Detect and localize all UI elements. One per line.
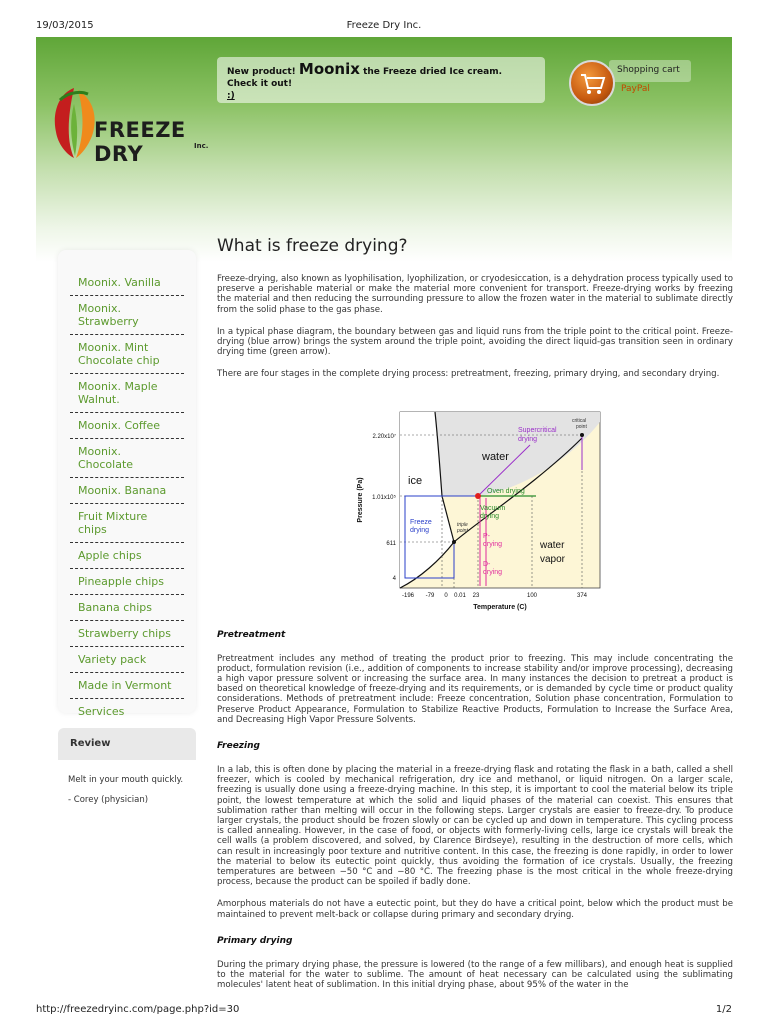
stages-paragraph: There are four stages in the complete drying process: pretreatment, freezing, primary drying, and secondary drying. — [217, 369, 720, 380]
sidebar-menu — [58, 250, 196, 718]
page-title: What is freeze drying? — [217, 236, 408, 256]
news-suffix: the Freeze dried Ice cream. Check it out! — [227, 67, 503, 89]
sidebar-item-made-in-vermont[interactable]: Made in Vermont — [70, 673, 184, 699]
site-logo[interactable] — [48, 84, 218, 164]
cart-label[interactable]: Shopping cart — [617, 65, 680, 75]
pretreatment-heading: Pretreatment — [217, 629, 286, 640]
water-label: water — [482, 451, 509, 463]
y-tick-1: 2.20x10⁷ — [372, 434, 396, 440]
x-tick-6: 100 — [526, 593, 538, 599]
x-tick-3: 0 — [444, 593, 448, 599]
oven-drying-label: Oven drying — [487, 488, 525, 495]
freezing-paragraph: In a lab, this is often done by placing the material in a freeze-drying flask and rotating the flask in a bath, called a shell freezer, which is cooled by mechanical refrigeration, dry ice and methanol, or liquid nitrogen. On a larger scale, freezing is usually done using a freeze-drying machine. In this step, it is important to cool the material below its triple point, the lowest temperature at which the solid and liquid phases of the material can coexist. This ensures that sublimation rather than melting will occur in the following steps. Larger crystals are easier to freeze-dry. To produce larger crystals, the product should be frozen slowly or can be cycled up and down in temperature. This cycling process is called annealing. However, in the case of food, or objects with formerly-living cells, large ice crystals will break the cell walls (a problem discovered, and solved, by Clarence Birdseye), resulting in the destruction of more cells, which can result in increasingly poor texture and nutritive content. In this case, the freezing is done rapidly, in order to lower the material to below its eutectic point quickly, thus avoiding the formation of ice crystals. Usually, the freezing temperatures are between −50 °C and −80 °C. The freezing phase is the most critical in the whole freeze-drying process, because the product can be spoiled if badly done. — [217, 765, 733, 888]
x-tick-7: 374 — [576, 593, 588, 599]
vacuum-drying-label-1: Vacuum — [480, 505, 506, 512]
cart-icon[interactable] — [569, 60, 615, 106]
start-point — [475, 493, 481, 499]
sidebar-item-banana-chips[interactable]: Banana chips — [70, 595, 184, 621]
water-vapor-label-1: water — [540, 540, 565, 551]
water-vapor-label-2: vapor — [540, 554, 566, 565]
sidebar-item-moonix-banana[interactable]: Moonix. Banana — [70, 478, 184, 504]
y-tick-4: 4 — [392, 576, 396, 582]
y-axis-label: Pressure (Pa) — [357, 477, 364, 523]
review-box — [58, 728, 196, 814]
sidebar-item-pineapple-chips[interactable]: Pineapple chips — [70, 569, 184, 595]
freezing-heading: Freezing — [217, 741, 260, 752]
x-tick-1: -196 — [401, 593, 415, 599]
main-content — [217, 236, 733, 1003]
review-quote: Melt in your mouth quickly. — [68, 775, 184, 785]
phase-diagram-paragraph: In a typical phase diagram, the boundary between gas and liquid runs from the triple point to the critical point. Freeze-drying (blue arrow) brings the system around the triple point, avoiding the direct liquid-gas transition seen in ordinary drying time (green arrow). — [217, 326, 733, 358]
vacuum-drying-label-2: drying — [480, 513, 500, 520]
review-author: - Corey (physician) — [68, 795, 149, 805]
logo-inc: Inc. — [194, 142, 209, 150]
p-drying-label-2: drying — [483, 541, 503, 548]
triple-point-marker — [452, 540, 456, 544]
shopping-cart[interactable] — [569, 60, 691, 104]
critical-point-label-2: point — [576, 424, 587, 430]
primary-drying-heading: Primary drying — [217, 935, 293, 946]
news-product[interactable]: Moonix — [298, 60, 360, 78]
sidebar-item-services[interactable]: Services — [78, 705, 125, 718]
sidebar-item-moonix-maple[interactable]: Moonix. Maple Walnut. — [70, 374, 184, 413]
freeze-drying-label-2: drying — [410, 527, 430, 534]
sidebar-item-moonix-coffee[interactable]: Moonix. Coffee — [70, 413, 184, 439]
x-tick-2: -79 — [425, 593, 435, 599]
print-footer — [0, 994, 768, 1024]
x-axis-label: Temperature (C) — [473, 604, 527, 611]
pretreatment-paragraph: Pretreatment includes any method of treating the product prior to freezing. This may include concentrating the product, formulation revision (i.e., addition of components to increase stability and/or improve processing), decreasing a high vapor pressure solvent or increasing the surface area. In many instances the decision to pretreat a product is based on theoretical knowledge of freeze-drying and its requirements, or is demanded by cycle time or product quality considerations. Methods of pretreatment include: Freeze concentration, Solution phase concentration, Formulation to Preserve Product Appearance, Formulation to Stabilize Reactive Products, Formulation to Increase the Surface Area, and Decreasing High Vapor Pressure Solvents. — [217, 653, 733, 725]
p-drying-label-1: P- — [483, 533, 490, 540]
critical-point-label-1: critical — [572, 418, 587, 424]
news-announcement[interactable] — [217, 57, 545, 103]
primary-drying-paragraph: During the primary drying phase, the pressure is lowered (to the range of a few millibars), and enough heat is supplied to the material for the water to sublime. The amount of heat necessary can be calculated using the sublimating molecules' latent heat of sublimation. In this initial drying phase, about 95% of the water in the — [217, 959, 733, 991]
freeze-drying-label-1: Freeze — [410, 519, 432, 526]
ice-label: ice — [408, 475, 423, 487]
x-tick-5: 23 — [472, 593, 480, 599]
phase-diagram — [350, 410, 615, 615]
amorphous-paragraph: Amorphous materials do not have a eutectic point, but they do have a critical point, below which the product must be maintained to prevent melt-back or collapse during primary and secondary drying. — [217, 899, 733, 920]
sidebar-item-variety-pack[interactable]: Variety pack — [70, 647, 184, 673]
sidebar-item-fruit-mixture[interactable]: Fruit Mixture chips — [70, 504, 184, 543]
print-url: http://freezedryinc.com/page.php?id=30 — [36, 1004, 240, 1015]
print-date: 19/03/2015 — [36, 20, 94, 31]
supercritical-label-1: Supercritical — [518, 427, 557, 434]
sidebar-item-strawberry-chips[interactable]: Strawberry chips — [70, 621, 184, 647]
sidebar-item-moonix-vanilla[interactable]: Moonix. Vanilla — [70, 270, 184, 296]
print-header — [0, 0, 768, 36]
logo-wordmark: FREEZE DRY — [94, 118, 186, 166]
paypal-link[interactable]: PayPal — [621, 84, 650, 94]
sidebar-item-moonix-chocolate[interactable]: Moonix. Chocolate — [70, 439, 184, 478]
sidebar-item-moonix-strawberry[interactable]: Moonix. Strawberry — [70, 296, 184, 335]
print-page-number: 1/2 — [715, 1004, 732, 1015]
sidebar-item-apple-chips[interactable]: Apple chips — [70, 543, 184, 569]
d-drying-label-2: drying — [483, 569, 503, 576]
y-tick-2: 1.01x10⁵ — [372, 495, 396, 501]
intro-paragraph: Freeze-drying, also known as lyophilisation, lyophilization, or cryodesiccation, is a dehydration process typically used to preserve a perishable material or make the material more convenient for transport. Freeze-drying works by freezing the material and then reducing the surrounding pressure to allow the frozen water in the material to sublimate directly from the solid phase to the gas phase. — [217, 274, 733, 315]
print-title: Freeze Dry Inc. — [346, 20, 422, 31]
news-smiley: :) — [227, 91, 235, 101]
sidebar-item-moonix-mint[interactable]: Moonix. Mint Chocolate chip — [70, 335, 184, 374]
x-tick-4: 0.01 — [454, 593, 466, 599]
triple-point-label-1: triple — [457, 522, 468, 528]
review-body — [58, 760, 196, 810]
review-heading: Review — [58, 728, 196, 760]
supercritical-label-2: drying — [518, 436, 538, 443]
d-drying-label-1: D- — [483, 561, 491, 568]
triple-point-label-2: point — [457, 528, 468, 534]
critical-point-marker — [580, 433, 584, 437]
news-prefix: New product! — [227, 67, 296, 77]
y-tick-3: 611 — [386, 541, 396, 547]
logo-leaf-icon — [48, 84, 100, 164]
